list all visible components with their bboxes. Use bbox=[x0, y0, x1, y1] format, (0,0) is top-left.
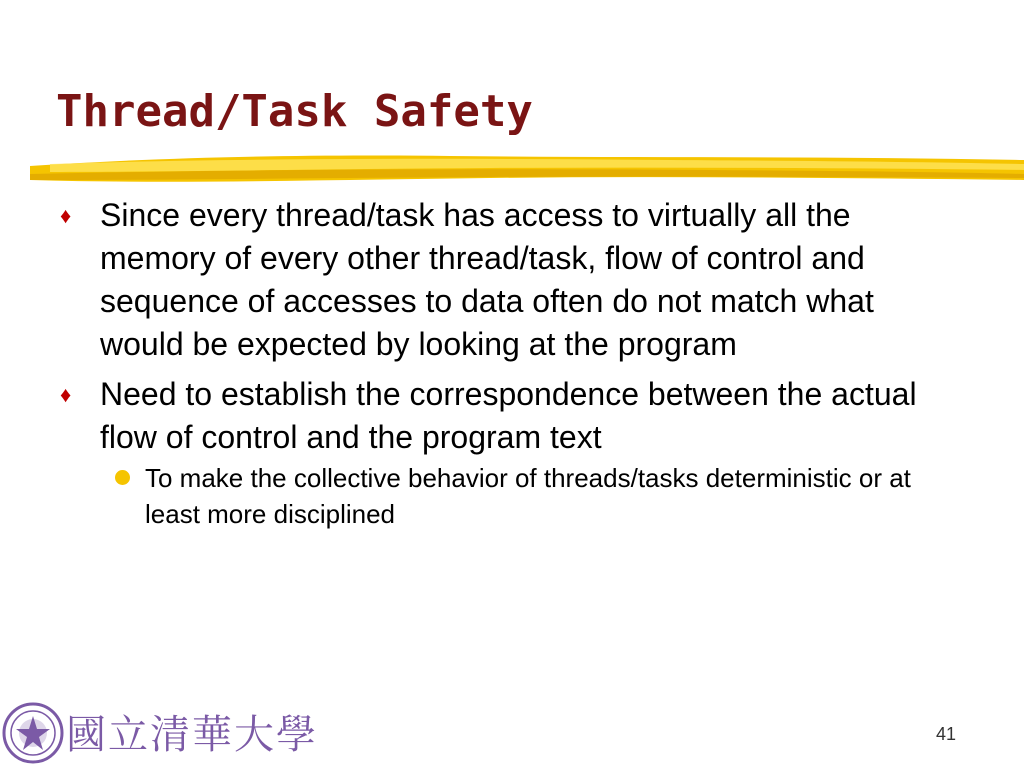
university-seal-logo bbox=[2, 702, 64, 764]
bullet-text: Since every thread/task has access to virtually all the memory of every other thread/task, flow of control and sequence of accesses to data often do not match what would be expected by looking at the program bbox=[100, 197, 874, 362]
bullet-item-2 bbox=[60, 373, 960, 459]
yellow-dot-bullet-icon bbox=[115, 470, 130, 485]
diamond-bullet-icon: ♦ bbox=[60, 203, 72, 228]
title-underline-brush bbox=[30, 150, 1024, 190]
slide-content bbox=[60, 194, 960, 532]
institution-logo-text: 國立清華大學 bbox=[66, 712, 318, 758]
slide-title: Thread/Task Safety bbox=[56, 86, 533, 137]
bullet-text: Need to establish the correspondence between the actual flow of control and the program text bbox=[100, 376, 917, 455]
sub-bullet-text: To make the collective behavior of threads/tasks deterministic or at least more disciplined bbox=[145, 463, 911, 529]
diamond-bullet-icon: ♦ bbox=[60, 382, 72, 407]
sub-bullet-item-1 bbox=[60, 460, 960, 532]
bullet-item-1 bbox=[60, 194, 960, 366]
page-number: 41 bbox=[935, 724, 956, 744]
